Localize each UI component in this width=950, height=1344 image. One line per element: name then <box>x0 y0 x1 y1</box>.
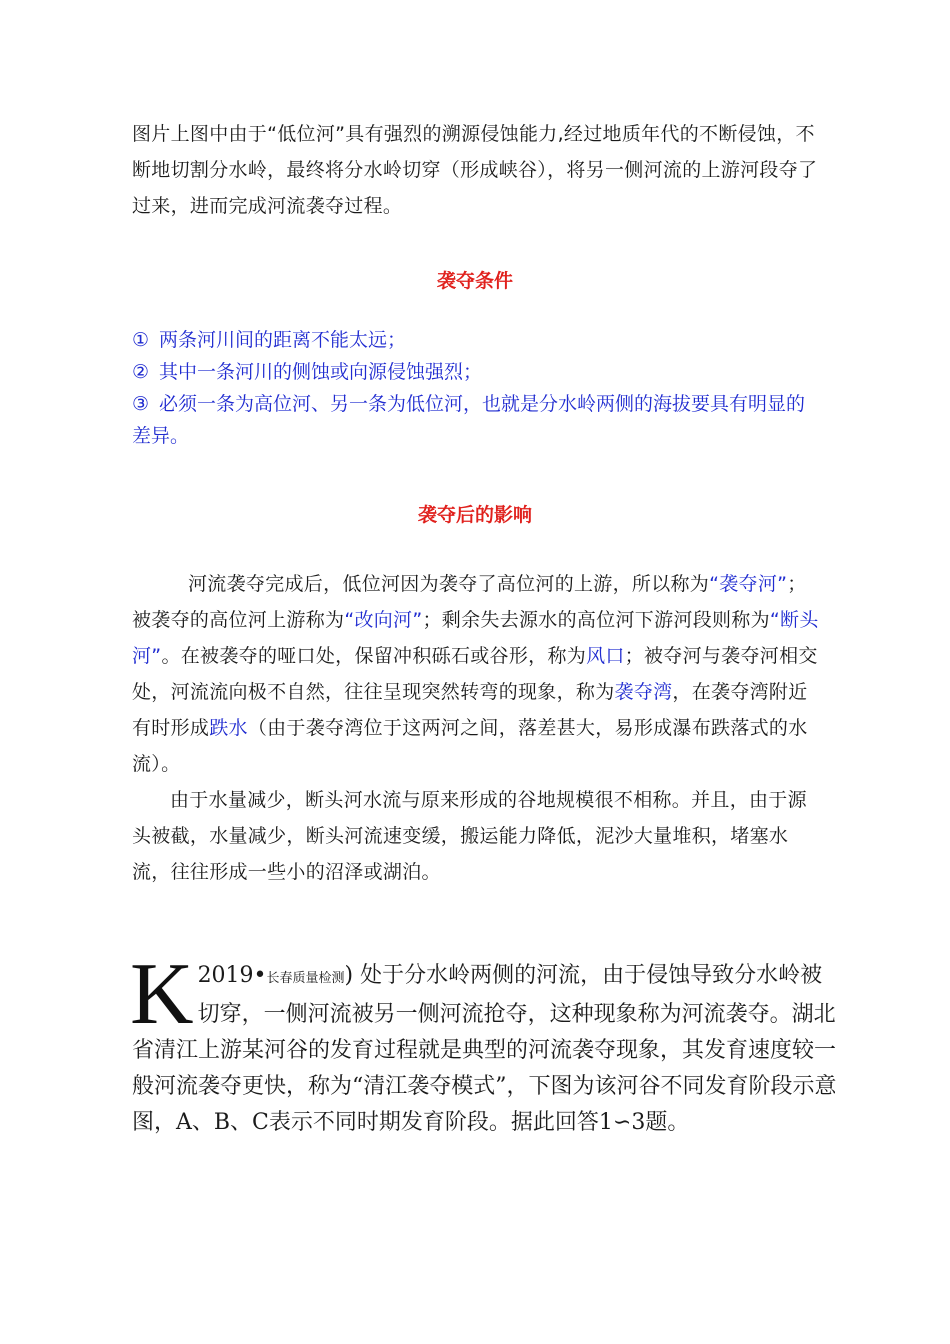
question-year: 2019• <box>197 963 267 988</box>
effects-text: 河流袭夺完成后，低位河因为袭夺了高位河的上游，所以称为 <box>188 573 710 595</box>
drop-cap: K <box>130 946 194 1043</box>
section-heading-conditions: 袭夺条件 <box>436 270 513 292</box>
condition-text: 其中一条河川的侧蚀或向源侵蚀强烈； <box>159 361 483 383</box>
effects-paragraph-2 <box>132 782 822 890</box>
effects-text-2: 由于水量减少，断头河水流与原来形成的谷地规模很不相称。并且，由于源头被截，水量减少，断头河流速变缓，搬运能力降低，泥沙大量堆积，堵塞水流，往往形成一些小的沼泽或湖泊。 <box>132 789 807 883</box>
condition-number: ② <box>132 361 150 383</box>
conditions-list <box>132 324 822 452</box>
term-beheaded-river: “断头河” <box>132 609 819 667</box>
term-xiduo-river: “袭夺河” <box>709 573 788 595</box>
term-redirected-river: “改向河” <box>344 609 423 631</box>
effects-text: ；被袭夺的高位河上游称为 <box>132 573 807 631</box>
term-waterfall: 跌水 <box>209 717 248 739</box>
condition-text: 两条河川间的距离不能太远； <box>159 329 407 351</box>
condition-item <box>132 324 822 356</box>
condition-text: 必须一条为高位河、另一条为低位河，也就是分水岭两侧的海拔要具有明显的差异。 <box>132 393 806 447</box>
condition-item <box>132 388 822 452</box>
effects-text: （由于袭夺湾位于这两河之间，落差甚大，易形成瀑布跌落式的水流）。 <box>132 717 808 775</box>
effects-paragraph <box>132 566 822 782</box>
effects-text: 。在被袭夺的哑口处，保留冲积砾石或谷形，称为 <box>161 645 587 667</box>
term-wind-gap: 风口 <box>586 645 625 667</box>
section-heading-effects: 袭夺后的影响 <box>417 504 532 526</box>
effects-text: ；剩余失去源水的高位河下游河段则称为 <box>422 609 770 631</box>
question-close-paren: ) <box>344 963 354 988</box>
intro-paragraph: 图片上图中由于“低位河”具有强烈的溯源侵蚀能力,经过地质年代的不断侵蚀，不断地切割分水岭，最终将分水岭切穿（形成峡谷），将另一侧河流的上游河段夺了过来，进而完成河流袭夺过程。 <box>132 123 818 217</box>
effects-text: ，在袭夺湾附近有时形成 <box>132 681 808 739</box>
condition-number: ① <box>132 329 150 351</box>
effects-text: ；被夺河与袭夺河相交处，河流流向极不自然，往往呈现突然转弯的现象，称为 <box>132 645 818 703</box>
term-capture-elbow: 袭夺湾 <box>614 681 673 703</box>
condition-item <box>132 356 822 388</box>
question-source: 长春质量检测 <box>266 971 345 986</box>
question-paragraph <box>130 946 837 1141</box>
condition-number: ③ <box>132 393 150 415</box>
question-text: 处于分水岭两侧的河流，由于侵蚀导致分水岭被切穿，一侧河流被另一侧河流抢夺，这种现象称为河流袭夺。湖北省清江上游某河谷的发育过程就是典型的河流袭夺现象，其发育速度较一般河流袭夺更快，称为“清江袭夺模式”，下图为该河谷不同发育阶段示意图，A、B、C表示不同时期发育阶段。据此回答1∽3题。 <box>132 963 837 1135</box>
